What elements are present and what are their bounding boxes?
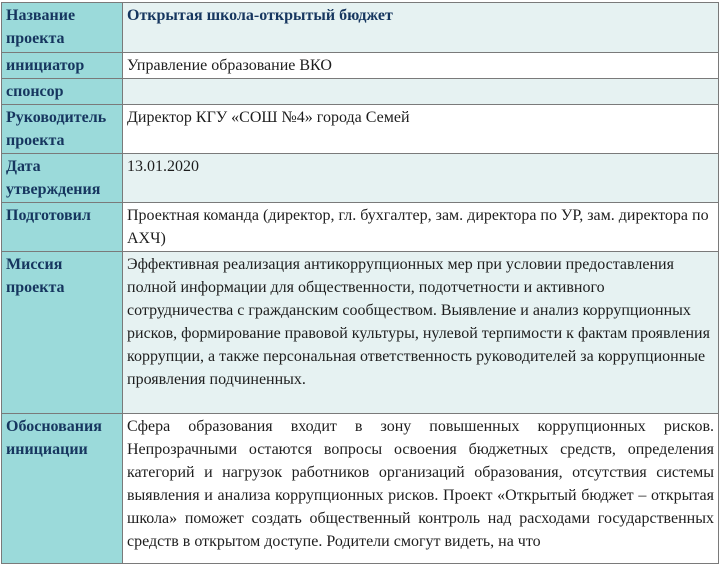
value-initiation-basis: Сфера образования входит в зону повышенных коррупционных рисков. Непрозрачными остаются вопросы освоения бюджетных средств, определения категорий и нагрузок работников организаций образования, отсутствия системы выявления и анализа коррупционных рисков. Проект «Открытый бюджет – открытая школа» поможет создать общественный контроль над расходами государственных средств в открытом доступе. Родители смогут видеть, на что — [123, 414, 719, 564]
row-sponsor — [2, 79, 719, 105]
label-approval-date: Дата утверждения — [2, 154, 123, 203]
label-initiation-basis: Обоснования инициации — [2, 414, 123, 564]
label-prepared-by: Подготовил — [2, 203, 123, 252]
project-passport-table — [1, 2, 719, 564]
value-prepared-by: Проектная команда (директор, гл. бухгалтер, зам. директора по УР, зам. директора по АХЧ) — [123, 203, 719, 252]
value-mission: Эффективная реализация антикоррупционных мер при условии предоставления полной информации для общественности, подотчетности и активного сотрудничества с гражданским сообществом. Выявление и анализ коррупционных рисков, формирование правовой культуры, нулевой терпимости к фактам проявления коррупции, а также персональная ответственность руководителей за коррупционные проявления подчиненных. — [123, 252, 719, 414]
row-project-name — [2, 3, 719, 53]
value-approval-date: 13.01.2020 — [123, 154, 719, 203]
label-initiator: инициатор — [2, 53, 123, 79]
value-sponsor — [123, 79, 719, 105]
label-sponsor: спонсор — [2, 79, 123, 105]
row-initiator — [2, 53, 719, 79]
row-mission — [2, 252, 719, 414]
row-initiation-basis — [2, 414, 719, 564]
value-initiator: Управление образование ВКО — [123, 53, 719, 79]
value-project-name: Открытая школа-открытый бюджет — [123, 3, 719, 53]
value-project-head: Директор КГУ «СОШ №4» города Семей — [123, 105, 719, 154]
label-mission: Миссия проекта — [2, 252, 123, 414]
label-project-head: Руководитель проекта — [2, 105, 123, 154]
row-prepared-by — [2, 203, 719, 252]
row-approval-date — [2, 154, 719, 203]
label-project-name: Название проекта — [2, 3, 123, 53]
row-project-head — [2, 105, 719, 154]
